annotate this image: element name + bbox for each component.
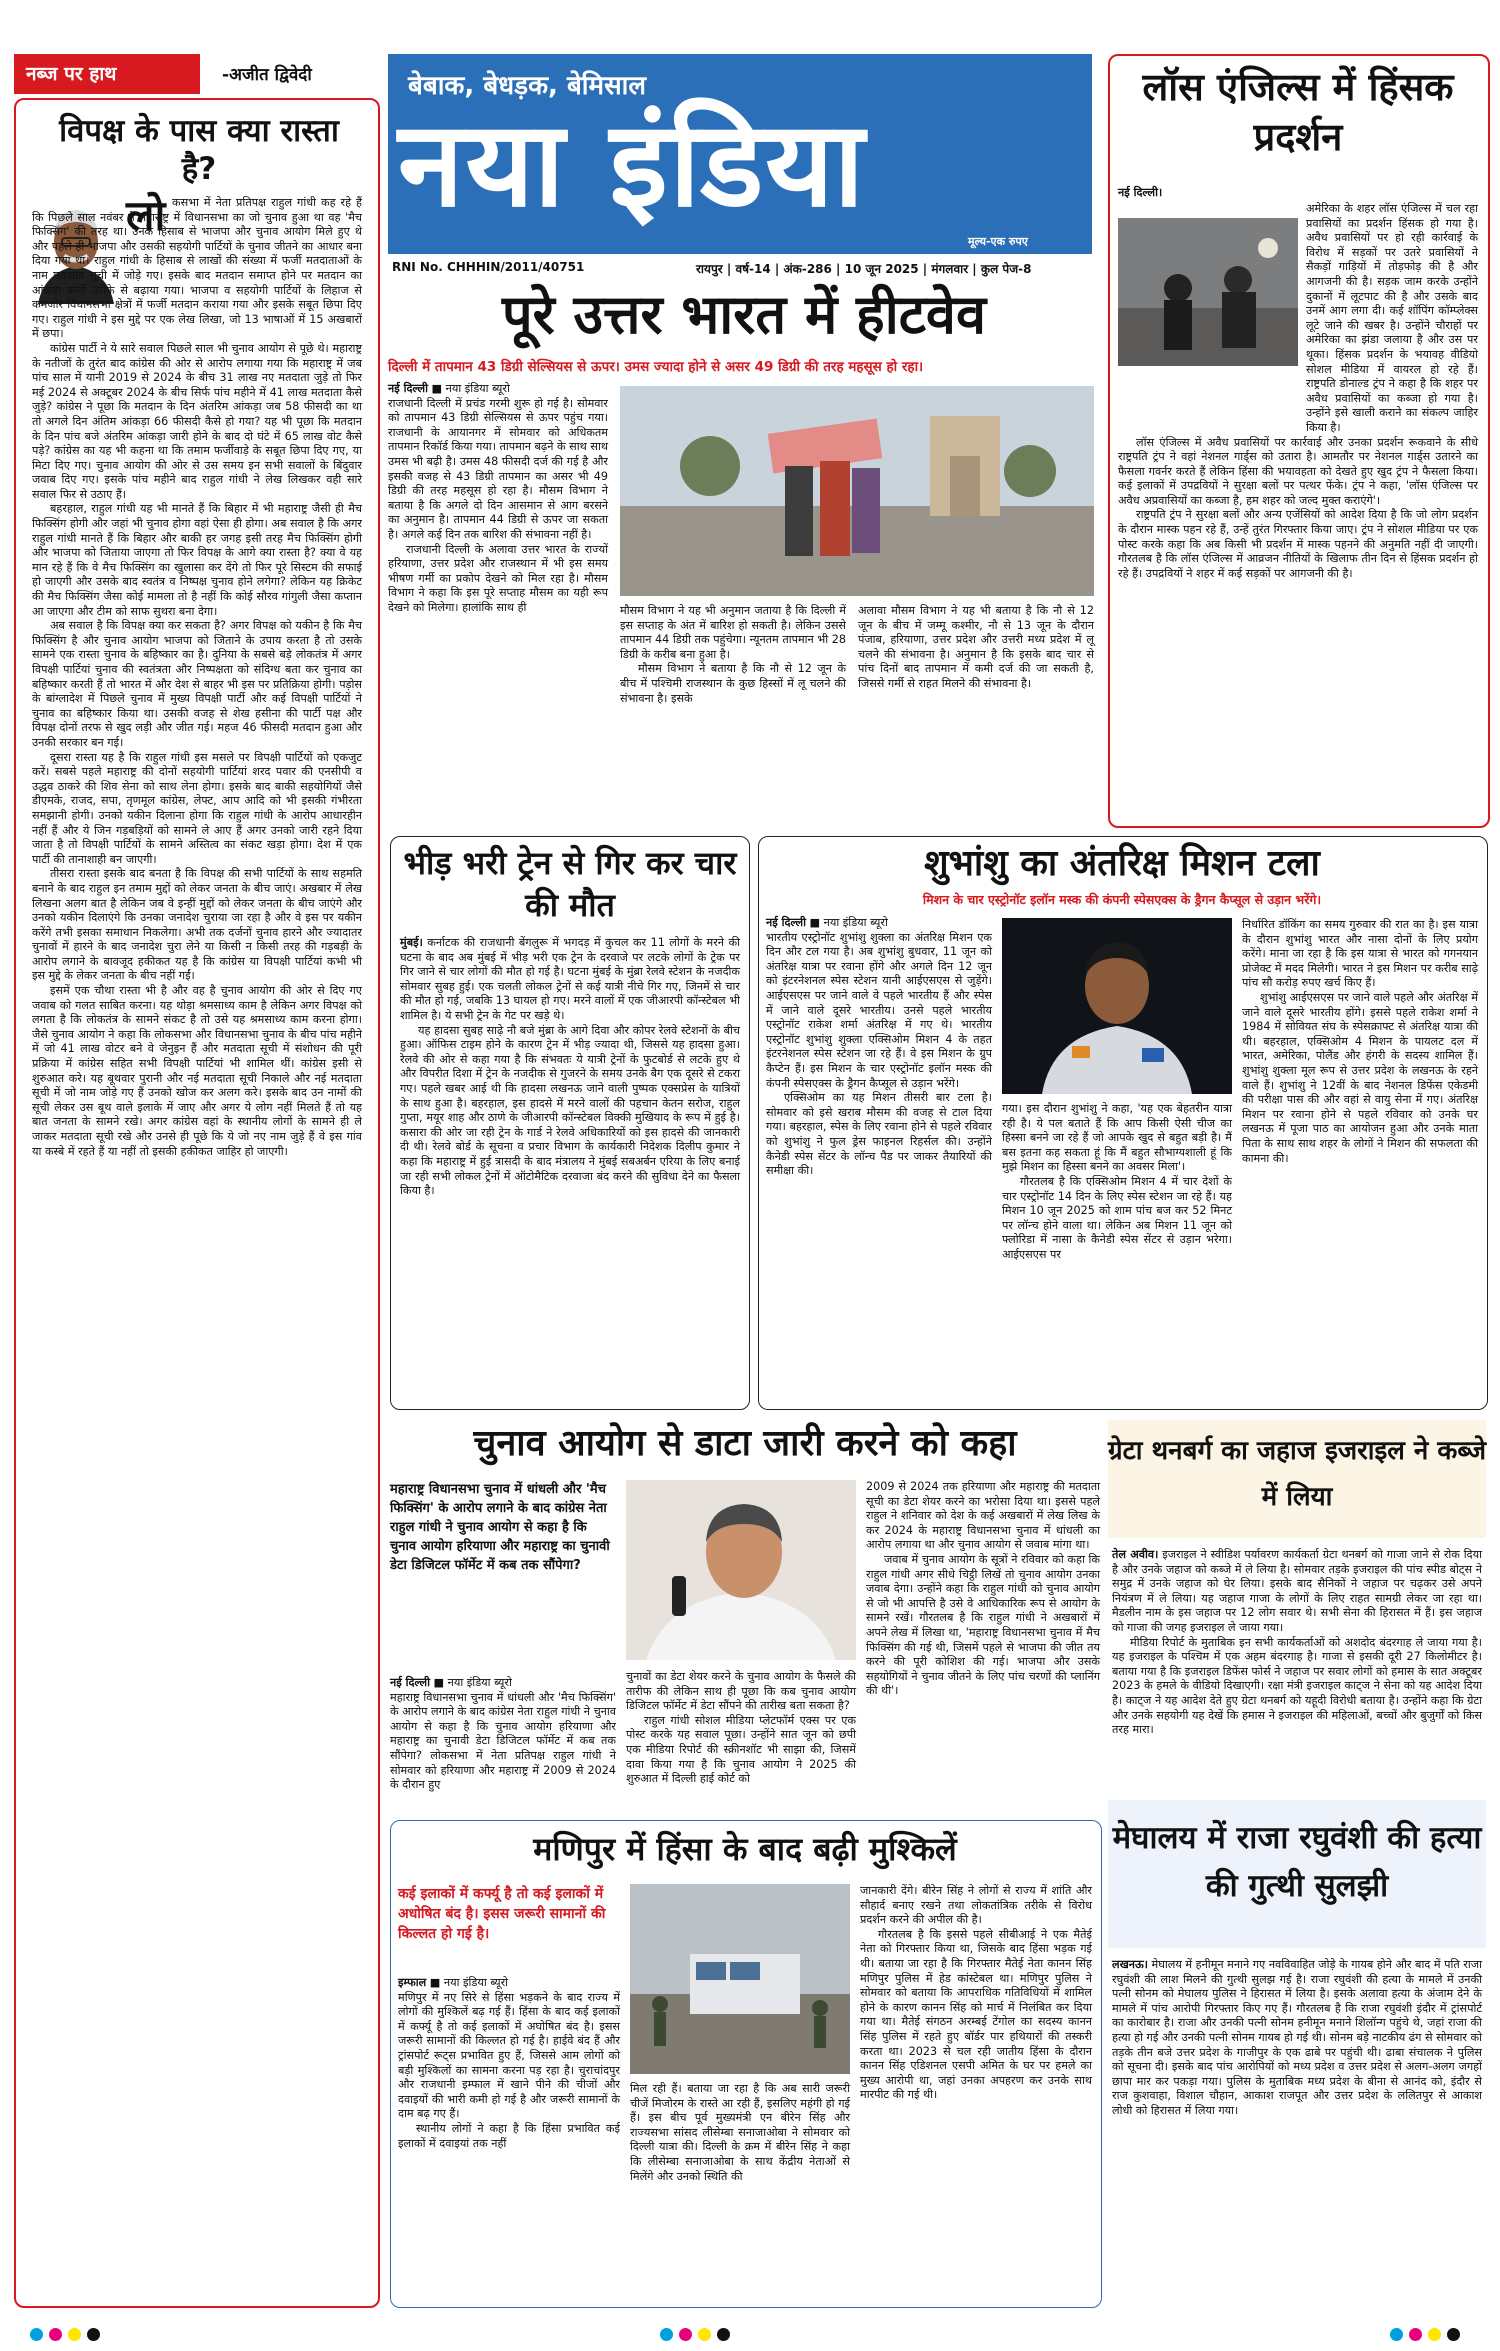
masthead-meta: रायपुर | वर्ष-14 | अंक-286 | 10 जून 2025 | मंगलवार | कुल पेज-8 xyxy=(696,262,1032,276)
manipur-col1: इम्फाल ■ नया इंडिया ब्यूरो मणिपुर में नए सिरे से हिंसा भड़कने के बाद राज्य में लोगों की मुश्किलें बढ़ गई हैं। हिंसा के बाद कई इलाकों में कर्फ्यू है तो कई इलाकों में अघोषित बंद है। इसस जरूरी सामानों की किल्लत हो गई है। हाईवे बंद हैं और ट्रांसपोर्ट रूट्स प्रभावित हुए हैं, जिससे आम लोगों को बड़ी मुश्किलों का सामना करना पड़ रहा है। चुराचांदपुर और राजधानी इम्फाल में खाने पीने की चीजों और दवाइयों की भारी कमी हो गई है और जरूरी सामानों के दाम बढ़ गए हैं। स्थानीय लोगों ने कहा है कि हिंसा प्रभावित कई इलाकों में दवाइयां तक नहीं xyxy=(398,1976,620,2150)
space-photo xyxy=(1002,918,1232,1094)
masthead-rni: RNI No. CHHHIN/2011/40751 xyxy=(392,260,585,274)
ec-p2: चुनावों का डेटा शेयर करने के चुनाव आयोग के फैसले की तारीफ की लेकिन साथ ही पूछा कि कब चुनाव आयोग डिजिटल फॉर्मेट में डेटा सौंपने की तारीख बता सकता है? xyxy=(626,1670,856,1713)
masthead-price: मूल्य-एक रुपए xyxy=(968,235,1028,248)
greta-text xyxy=(1112,1548,1482,1738)
heatwave-photo xyxy=(620,386,1094,596)
column-p6: तीसरा रास्ता इसके बाद बनता है कि विपक्ष की सभी पार्टियों के साथ सहमति बनाने के बाद राहुल इन तमाम मुद्दों को लेकर जनता के बीच जाएं। अखबार में लेख लिखना अलग बात है लेकिन जब वे इन्हीं मुद्दों को लेकर जनता के बीच जाएंगे और उनको यकीन दिलाएंगे कि उनका जनादेश चुराया जा रहा है और वे इस पर यकीन करेंगे तभी इसका समाधान निकलेगा। अभी तक दर्जनों चुनाव हारने और ज्यादातर चुनावों में हारने के बाद जनादेश चुरा लेने या किसी न किसी तरह की गड़बड़ी के आरोप लगाने के बावजूद हकीकत यह है कि कांग्रेस या विपक्षी पार्टियां कभी भी इस मुद्दे के लेकर जनता के बीच नहीं गईं। xyxy=(32,867,362,983)
manipur-p1: मणिपुर में नए सिरे से हिंसा भड़कने के बाद राज्य में लोगों की मुश्किलें बढ़ गई हैं। हिंसा के बाद कई इलाकों में कर्फ्यू है तो कई इलाकों में अघोषित बंद है। इसस जरूरी सामानों की किल्लत हो गई है। हाईवे बंद हैं और ट्रांसपोर्ट रूट्स प्रभावित हुए हैं, जिससे आम लोगों को बड़ी मुश्किलों का सामना करना पड़ रहा है। चुराचांदपुर और राजधानी इम्फाल में खाने पीने की चीजों और दवाइयों की भारी कमी हो गई है और जरूरी सामानों के दाम बढ़ गए हैं। xyxy=(398,1990,620,2121)
ec-story xyxy=(390,1420,1100,1800)
column-p5: दूसरा रास्ता यह है कि राहुल गांधी इस मसले पर विपक्षी पार्टियों को एकजुट करें। सबसे पहले महाराष्ट्र की दोनों सहयोगी पार्टियां शरद पवार की एनसीपी व उद्धव ठाकरे की शिव सेना को साथ लेना होगा। इसके बाद बाकी सहयोगियों जैसे डीएमके, राजद, सपा, तृणमूल कांग्रेस, लेफ्ट, आप आदि को भी इसकी गंभीरता समझानी होगी। उनको यकीन दिलाना होगा कि राहुल गांधी के आरोप आधारहीन नहीं हैं और ये जिन गड़बड़ियों को सामने ले आए हैं अगर उनको जारी रहने दिया जाता है तो विपक्षी पार्टियों के सामने अस्तित्व का संकट खड़ा होगा। देश में एक पार्टी की तानाशाही बन जाएगी। xyxy=(32,750,362,866)
registration-marks-left xyxy=(30,2326,106,2345)
heatwave-p1: राजधानी दिल्ली में प्रचंड गरमी शुरू हो गई है। सोमवार को तापमान 43 डिग्री सेल्सियस से ऊपर पहुंच गया। राजधानी के आयानगर में सोमवार को अधिकतम तापमान रिकॉर्ड किया गया। तापमान बढ़ने के साथ साथ उमस भी बढ़ी है। उमस 48 फीसदी दर्ज की गई है और इसकी वजह से 43 डिग्री तापमान का असर भी 49 डिग्री की तरह महसूस हो रहा है। मौसम विभाग ने बताया है कि अगले दो दिन आसमान से आग बरसने का अनुमान है। तापमान 44 डिग्री से ऊपर जा सकता है। अगले कई दिन तक बारिश की संभावना नहीं है। xyxy=(388,396,608,541)
la-p2: लॉस एंजिल्स में अवैध प्रवासियों पर कार्रवाई और उनका प्रदर्शन रूकवाने के सीधे राष्ट्रपति ट्रंप ने वहां नेशनल गार्ड्स को उतारा है। आमतौर पर नेशनल गार्ड्स उतारने का फैसला गवर्नर करते हैं लेकिन हिंसा की भयावहता को देखते हुए खुद ट्रंप ने फैसला किया। कई इलाकों में उपद्रवियों ने सुरक्षा बलों पर पत्थर फेंके। ट्रंप ने कहा, 'लॉस एंजिल्स पर अवैध अप्रवासियों का कब्जा है, हम शहर को जल्द मुक्त कराएंगे'। xyxy=(1118,435,1478,507)
ec-col1: नई दिल्ली ■ नया इंडिया ब्यूरो महाराष्ट्र विधानसभा चुनाव में धांधली और 'मैच फिक्सिंग' के आरोप लगाने के बाद कांग्रेस नेता राहुल गांधी ने चुनाव आयोग से कहा है कि चुनाव आयोग हरियाणा और महाराष्ट्र का चुनावी डेटा डिजिटल फॉर्मेट में कब तक सौंपेगा? लोकसभा में नेता प्रतिपक्ष राहुल गांधी ने सोमवार को हरियाणा और महाराष्ट्र में 2009 से 2024 के दौरान हुए xyxy=(390,1676,616,1792)
train-dateline: मुंबई। xyxy=(400,936,423,949)
heatwave-subtitle: दिल्ली में तापमान 43 डिग्री सेल्सियस से ऊपर। उमस ज्यादा होने से असर 49 डिग्री की तरह महसूस हो रहा। xyxy=(388,359,924,375)
column-body xyxy=(32,191,362,1159)
space-title: शुभांशु का अंतरिक्ष मिशन टला xyxy=(924,843,1320,884)
opinion-column xyxy=(14,54,380,2306)
la-lead xyxy=(1118,186,1478,201)
meghalaya-dateline: लखनऊ। xyxy=(1112,1958,1148,1971)
meghalaya-title: मेघालय में राजा रघुवंशी की हत्या की गुत्थी सुलझी xyxy=(1112,1820,1482,1904)
manipur-p5: गौरतलब है कि इससे पहले सीबीआई ने एक मैतेई नेता को गिरफ्तार किया था, जिसके बाद हिंसा भड़क गई थी। बताया जा रहा है कि गिरफ्तार मैतेई नेता कानन सिंह मणिपुर पुलिस में हेड कांस्टेबल था। मणिपुर पुलिस ने सोमवार को बताया कि आपराधिक गतिविधियों में शामिल होने के कारण कानन सिंह को मार्च में निलंबित कर दिया गया था। मैतेई संगठन अरम्बई टेंगोल का सदस्य कानन सिंह पुलिस में रहते हुए बॉर्डर पार हथियारों की तस्करी करता था। 2023 से चल रही जातीय हिंसा के दौरान कानन सिंह एडिशनल एसपी अमित के घर पर हमले का मुख्य आरोपी था, जहां उनका अपहरण कर उनके साथ मारपीट की गई थी। xyxy=(860,1927,1092,2102)
heatwave-col2 xyxy=(620,604,846,706)
heatwave-dateline: नई दिल्ली xyxy=(388,382,428,395)
heatwave-story xyxy=(388,280,1100,820)
manipur-p2: स्थानीय लोगों ने कहा है कि हिंसा प्रभावित कई इलाकों में दवाइयां तक नहीं xyxy=(398,2121,620,2150)
column-p4: अब सवाल है कि विपक्ष क्या कर सकता है? अगर विपक्ष को यकीन है कि मैच फिक्सिंग है और चुनाव आयोग भाजपा को जिताने के उपाय करता है तो उसके सामने एक रास्ता चुनाव के बहिष्कार का है। दुनिया के सबसे बड़े लोकतंत्र में अगर विपक्षी पार्टियां चुनाव की स्वतंत्रता और निष्पक्षता को संदिग्ध बता कर चुनाव का बहिष्कार करती हैं तो भारत में और देश से बाहर भी इस पर प्रतिक्रिया होगी। पड़ोस के बांग्लादेश में पिछले चुनाव में मुख्य विपक्षी पार्टी और कई विपक्षी पार्टियों ने चुनाव का बहिष्कार किया था। उसकी वजह से शेख हसीना की पार्टी पक्ष और विपक्ष दोनों तरफ से खुद लड़ी और जीत गई। महज 46 फीसदी मतदान हुआ और उनकी सरकार बन गई। xyxy=(32,619,362,749)
heatwave-p3: मौसम विभाग ने यह भी अनुमान जताया है कि दिल्ली में इस सप्ताह के अंत में बारिश हो सकती है। लेकिन उससे तापमान 44 डिग्री तक पहुंचेगा। न्यूनतम तापमान भी 28 डिग्री के करीब बना हुआ है। xyxy=(620,604,846,661)
la-title: लॉस एंजिल्स में हिंसक प्रदर्शन xyxy=(1142,65,1454,159)
heatwave-title: पूरे उत्तर भारत में हीटवेव xyxy=(502,283,986,346)
ec-dateline: नई दिल्ली xyxy=(390,1676,430,1689)
train-p1: कर्नाटक की राजधानी बेंगलुरू में भगदड़ में कुचल कर 11 लोगों के मरने की घटना के बाद अब मुंबई में भीड़ भरी एक ट्रेन के दरवाजे पर लटके लोगों के ट्रेक पर गिर जाने से चार लोगों की मौत हो गई है। घटना मुंबई के मुंब्रा रेलवे स्टेशन के नजदीक सोमवार सुबह हुई। एक चलती लोकल ट्रेनों से कई यात्री नीचे गिर गए, जिनमें से चार की मौत हो गई, जबकि 13 घायल हो गए। मरने वालों में एक जीआरपी कॉन्स्टेबल भी शामिल है। ये सभी ट्रेन के गेट पर खड़े थे। xyxy=(400,936,740,1022)
heatwave-p2: राजधानी दिल्ली के अलावा उत्तर भारत के राज्यों हरियाणा, उत्तर प्रदेश और राजस्थान में भी इस समय भीषण गर्मी का प्रकोप देखने को मिल रहा है। मौसम विभाग ने कहा कि इस पूरे सप्ताह मौसम का यही रूप देखने को मिलेगा। हालांकि साथ ही xyxy=(388,542,608,614)
ec-p3: राहुल गांधी सोशल मीडिया प्लेटफॉर्म एक्स पर एक पोस्ट करके यह सवाल पूछा। उन्होंने सात जून को छपी एक मीडिया रिपोर्ट की स्क्रीनशॉट भी साझा की, जिसमें दावा किया गया है कि चुनाव आयोग ने 2025 की शुरुआत में दिल्ली हाई कोर्ट को xyxy=(626,1713,856,1786)
ec-quote: महाराष्ट्र विधानसभा चुनाव में धांधली और 'मैच फिक्सिंग' के आरोप लगाने के बाद कांग्रेस नेता राहुल गांधी ने चुनाव आयोग से कहा है कि चुनाव आयोग हरियाणा और महाराष्ट्र का चुनावी डेटा डिजिटल फॉर्मेट में कब तक सौंपेगा? xyxy=(390,1482,610,1573)
meghalaya-story xyxy=(1108,1800,1486,2306)
space-p1: भारतीय एस्ट्रोनॉट शुभांशु शुक्ला का अंतरिक्ष मिशन एक दिन और टल गया है। अब शुभांशु बुधवार, 11 जून को अंतरिक्ष यात्रा पर रवाना होंगे और अगले दिन 12 जून को इंटरनेशनल स्पेस स्टेशन यानी आईएसएस से जुड़ेंगे। आईएसएस पर जाने वाले वे पहले भारतीय हैं और स्पेस में जाने वाले दूसरे भारतीय। उनसे पहले भारतीय एस्ट्रोनॉट राकेश शर्मा अंतरिक्ष में गए थे। भारतीय एस्ट्रोनॉट शुभांशु शुक्ला एक्सिओम मिशन 4 के तहत इंटरनेशनल स्पेस स्टेशन जा रहे हैं। वे इस मिशन के ग्रुप कैप्टेन हैं। इस मिशन के चार एस्ट्रोनॉट इलॉन मस्क की कंपनी स्पेसएक्स के ड्रैगन कैप्सूल से उड़ान भरेंगे। xyxy=(766,930,992,1090)
la-p3: राष्ट्रपति ट्रंप ने सुरक्षा बलों और अन्य एजेंसियों को आदेश दिया है कि जो लोग प्रदर्शन के दौरान मास्क पहन रहे हैं, उन्हें तुरंत गिरफ्तार किया जाए। ट्रंप ने सोशल मीडिया पर एक पोस्ट करके कहा कि अब किसी भी प्रदर्शन में मास्क पहनने की अनुमति नहीं दी जाएगी। गौरतलब है कि लॉस एंजिल्स में आव्रजन नीतियों के खिलाफ तीन दिन से हिंसक प्रदर्शन हो रहे हैं। उपद्रवियों ने शहर में कई सड़कों पर आगजनी की है। xyxy=(1118,508,1478,580)
meghalaya-text xyxy=(1112,1958,1482,2119)
greta-title: ग्रेटा थनबर्ग का जहाज इजराइल ने कब्जे में लिया xyxy=(1108,1436,1487,1512)
train-p2: यह हादसा सुबह साढ़े नौ बजे मुंब्रा के आगे दिवा और कोपर रेलवे स्टेशनों के बीच हुआ। ऑफिस टाइम होने के कारण ट्रेन में भीड़ ज्यादा थी, जिससे यह हादसा हुआ। रेलवे की ओर से कहा गया है कि संभवतः ये यात्री ट्रेनों के फुटबोर्ड से लटके हुए थे और विपरीत दिशा में ट्रेन के नजदीक से गुजरने के समय उनके बैग एक दूसरे से टकरा गए। पहले खबर आई थी कि हादसा लखनऊ जाने वाली पुष्पक एक्सप्रेस के यात्रियों के साथ हुआ है। बहरहाल, इस हादसे में मरने वालों की पहचान केतन सरोज, राहुल गुप्ता, मयूर शाह और ठाणे के जीआरपी कॉन्स्टेबल विक्की मुखियाद के रूप में हुई है। कसारा की ओर जा रही ट्रेन के गार्ड ने रेलवे अधिकारियों को इस हादसे की जानकारी दी थी। रेलवे बोर्ड के सूचना व प्रचार विभाग के कार्यकारी निदेशक दिलीप कुमार ने कहा कि महाराष्ट्र में हुई त्रासदी के बाद मंत्रालय ने मुंबई सबअर्बन एरिया के लिए बनाई जा रही सभी लोकल ट्रेनों में ऑटोमैटिक दरवाजा बंद करने की सुविधा देने का फैसला किया है। xyxy=(400,1023,740,1198)
ec-col3 xyxy=(866,1480,1100,1699)
masthead-title: नया इंडिया xyxy=(398,95,867,233)
heatwave-p4: मौसम विभाग ने बताया है कि नौ से 12 जून के बीच में पश्चिमी राजस्थान के कुछ हिस्सों में लू चलने की संभावना है। इसके xyxy=(620,662,846,705)
manipur-col3 xyxy=(860,1884,1092,2103)
greta-dateline: तेल अवीव। xyxy=(1112,1548,1159,1561)
column-p7: इसमें एक चौथा रास्ता भी है और वह है चुनाव आयोग की ओर से दिए गए जवाब को गलत साबित करना। यह थोड़ा श्रमसाध्य काम है लेकिन अगर विपक्ष को लगता है कि लोकतंत्र के सामने संकट है तो उसे यह श्रमसाध्य काम करना होगा। जैसे चुनाव आयोग ने कहा कि लोकसभा और विधानसभा चुनाव के बीच पांच महीने में जो 41 लाख वोटर बने वे जेनुइन हैं और मतदाता सूची में संशोधन की पूरी प्रक्रिया में कांग्रेस सहित सभी विपक्षी पार्टियां भी शामिल थीं। कांग्रेस इसी से शुरुआत करे। यह बूथवार पुरानी और नई मतदाता सूची निकाले और नई मतदाता सूची में जो नाम जोड़े गए हैं उनको खोज कर अलग करे। इसके बाद उन नामों की सूची लेकर उस बूथ वाले इलाके में जाए और अगर ये लोग नहीं मिलते हैं तो यह बात जनता के सामने रखे। अगर कांग्रेस वहां के स्थानीय लोगों के सामने ही ले जाकर मतदाता सूची रखे और उनसे ही पूछे कि ये जो नए नाम जुड़े हैं वे इस गांव या कस्बे में रहते हैं या नहीं तो इसकी हकीकत जाहिर हो जाएगी। xyxy=(32,984,362,1158)
space-col3 xyxy=(1242,918,1478,1166)
heatwave-col1: नई दिल्ली ■ नया इंडिया ब्यूरो राजधानी दिल्ली में प्रचंड गरमी शुरू हो गई है। सोमवार को तापमान 43 डिग्री सेल्सियस से ऊपर पहुंच गया। राजधानी के आयानगर में सोमवार को अधिकतम तापमान रिकॉर्ड किया गया। तापमान बढ़ने के साथ साथ उमस भी बढ़ी है। उमस 48 फीसदी दर्ज की गई है और इसकी वजह से 43 डिग्री तापमान का असर भी 49 डिग्री की तरह महसूस हो रहा है। मौसम विभाग ने बताया है कि अगले दो दिन आसमान से आग बरसने का अनुमान है। तापमान 44 डिग्री से ऊपर जा सकता है। अगले कई दिन तक बारिश की संभावना नहीं है। राजधानी दिल्ली के अलावा उत्तर भारत के राज्यों हरियाणा, उत्तर प्रदेश और राजस्थान में भी इस समय भीषण गर्मी का प्रकोप देखने को मिल रहा है। मौसम विभाग ने कहा कि इस पूरे सप्ताह मौसम का यही रूप देखने को मिलेगा। हालांकि साथ ही xyxy=(388,382,608,614)
space-p5: निर्धारित डॉकिंग का समय गुरुवार की रात का है। इस यात्रा के दौरान शुभांशु भारत और नासा दोनों के लिए प्रयोग करेंगे। माना जा रहा है कि इस यात्रा से भारत को गगनयान प्रोजेक्ट में मदद मिलेगी। भारत ने इस मिशन पर करीब साढ़े पांच सौ करोड़ रुपए खर्च किए हैं। xyxy=(1242,918,1478,990)
ec-p4: 2009 से 2024 तक हरियाणा और महाराष्ट्र की मतदाता सूची का डेटा शेयर करने का भरोसा दिया था। इससे पहले राहुल ने शनिवार को देश के कई अखबारों में लेख लिख के कर 2024 के महाराष्ट्र विधानसभा चुनाव में धांधली का आरोप लगाया था और चुनाव आयोग से जवाब मांगा था। xyxy=(866,1480,1100,1552)
registration-marks-right xyxy=(1390,2326,1466,2345)
manipur-quote: कई इलाकों में कर्फ्यू है तो कई इलाकों में अधोषित बंद है। इसस जरूरी सामानों की किल्लत हो गई है। xyxy=(398,1886,606,1942)
masthead-tagline: बेबाक, बेधड़क, बेमिसाल xyxy=(408,71,647,101)
heatwave-col3 xyxy=(858,604,1094,692)
la-dateline: नई दिल्ली। xyxy=(1118,186,1163,199)
space-p4: गौरतलब है कि एक्सिओम मिशन 4 में चार देशों के चार एस्ट्रोनॉट 14 दिन के लिए स्पेस स्टेशन जा रहे हैं। यह मिशन 10 जून 2025 को शाम पांच बज कर 52 मिनट पर लॉन्च होने वाला था। लेकिन अब मिशन 11 जून को फ्लोरिडा में नासा के कैनेडी स्पेस सेंटर से उड़ान भरेगा। आईएसएस पर xyxy=(1002,1174,1232,1261)
space-p2: एक्सिओम का यह मिशन तीसरी बार टला है। सोमवार को इसे खराब मौसम की वजह से टाल दिया गया। बहरहाल, स्पेस के लिए रवाना होने से पहले रविवार को शुभांशु ने फुल ड्रेस फाइनल रिहर्सल की। उन्होंने कैनेडी स्पेस सेंटर के लॉन्च पैड पर जाकर तैयारियों की समीक्षा की। xyxy=(766,1091,992,1178)
heatwave-byline: नया इंडिया ब्यूरो xyxy=(445,382,510,395)
la-p1: अमेरिका के शहर लॉस एंजिल्स में चल रहा प्रवासियों का प्रदर्शन हिंसक हो गया है। अवैध प्रवासियों पर हो रही कार्रवाई के विरोध में सड़कों पर उतरे प्रवासियों ने सैकड़ों गाड़ियों में तोड़फोड़ की है और आगजनी की है। सड़क जाम करके उन्होंने दुकानों में लूटपाट की है और उसके बाद उनमें आग लगा दी। कई शॉपिंग कॉम्प्लेक्स लूटे जाने की खबर है। उन्होंने चौराहों पर अमेरिका का झंडा जलाया है और उस पर थूका। हिंसक प्रदर्शन के भयावह वीडियो सोशल मीडिया में वायरल हो रहे हैं। राष्ट्रपति डोनाल्ड ट्रंप ने कहा है कि शहर पर अवैध प्रवासियों का कब्जा हो गया है। उन्होंने इसे खाली कराने का संकल्प जाहिर किया है। xyxy=(1306,202,1478,434)
space-dateline: नई दिल्ली xyxy=(766,916,806,929)
ec-col2 xyxy=(626,1670,856,1787)
column-title: विपक्ष के पास क्या रास्ता है? xyxy=(59,113,339,187)
train-title: भीड़ भरी ट्रेन से गिर कर चार की मौत xyxy=(403,844,737,924)
space-p6: शुभांशु आईएसएस पर जाने वाले पहले और अंतरिक्ष में जाने वाले दूसरे भारतीय होंगे। इससे पहले राकेश शर्मा ने 1984 में सोवियत संघ के स्पेसक्राफ्ट से अंतरिक्ष यात्रा की थी। बहरहाल, एक्सिओम 4 मिशन के पायलट दल में भारत, अमेरिका, पोलैंड और हंगरी के सदस्य शामिल हैं। शुभांशु शुक्ला मूल रूप से उत्तर प्रदेश के लखनऊ के रहने वाले हैं। शुभांशु ने 12वीं के बाद नेशनल डिफेंस एकेडमी की परीक्षा पास की और वहां से वायु सेना में गए। अंतरिक्ष मिशन पर रवाना होने से पहले रविवार को उनके घर लखनऊ में पूजा पाठ का आयोजन हुआ और उनके माता पिता के साथ साथ शहर के लोगों ने मिशन की सफलता की कामना की। xyxy=(1242,990,1478,1165)
space-byline: नया इंडिया ब्यूरो xyxy=(823,916,888,929)
manipur-title: मणिपुर में हिंसा के बाद बढ़ी मुश्किलें xyxy=(533,1830,957,1868)
manipur-dateline: इम्फाल xyxy=(398,1976,427,1989)
manipur-photo xyxy=(630,1884,850,2074)
train-text xyxy=(400,936,740,1199)
space-subtitle: मिशन के चार एस्ट्रोनॉट इलॉन मस्क की कंपनी स्पेसएक्स के ड्रैगन कैप्सूल से उड़ान भरेंगे। xyxy=(922,892,1322,907)
space-p3: गया। इस दौरान शुभांशु ने कहा, 'यह एक बेहतरीन यात्रा रही है। ये पल बताते हैं कि आप किसी ऐसी चीज का हिस्सा बनने जा रहे हैं जो आपके खुद से बहुत बड़ी है। मैं बस इतना कह सकता हूं कि मैं बहुत सौभाग्यशाली हूं कि मुझे मिशन का हिस्सा बनने का अवसर मिला'। xyxy=(1002,1102,1232,1174)
manipur-byline: नया इंडिया ब्यूरो xyxy=(443,1976,509,1989)
space-col2 xyxy=(1002,1102,1232,1263)
column-badge-text: नब्ज पर हाथ xyxy=(26,63,117,85)
column-author: -अजीत द्विवेदी xyxy=(222,65,312,85)
greta-p1: इजराइल ने स्वीडिश पर्यावरण कार्यकर्ता ग्रेटा थनबर्ग को गाजा जाने से रोक दिया है और उनके जहाज को कब्जे में ले लिया है। सोमवार तड़के इजराइल की पांच स्पीड बोट्स ने समुद्र में उनके जहाज को घेर लिया। इसके बाद सैनिकों ने जहाज पर चढ़कर उसे अपने नियंत्रण में ले लिया। यह जहाज गाजा के लोगों के लिए राहत सामग्री लेकर जा रहा था। मैडलीन नाम के इस जहाज पर 12 लोग सवार थे। सभी सेना की हिरासत में हैं। इस जहाज को गाजा की जगह इजराइल ले जाया गया। xyxy=(1112,1548,1483,1634)
ec-byline: नया इंडिया ब्यूरो xyxy=(447,1676,512,1689)
greta-p2: मीडिया रिपोर्ट के मुताबिक इन सभी कार्यकर्ताओं को अशदोद बंदरगाह ले जाया गया है। यह इजराइल के पश्चिम में एक अहम बंदरगाह है। गाजा से इसकी दूरी 27 किलोमीटर है। बताया गया है कि इजराइल डिफेंस फोर्स ने जहाज पर सवार लोगों को हमास के सात अक्टूबर 2023 के हमले के वीडियो दिखाएगी। रक्षा मंत्री इजराइल काट्ज ने सेना को यह आदेश दिया है। काट्ज ने यह आदेश देते हुए ग्रेटा थनबर्ग को यहूदी विरोधी बताया है। उन्होंने कहा कि ग्रेटा और उनके सहयोगी यह देखें कि हमास ने इजराइल की महिलाओं, बच्चों और बुजुर्गों को किस तरह मारा। xyxy=(1112,1635,1482,1737)
manipur-p4: जानकारी देंगे। बीरेन सिंह ने लोगों से राज्य में शांति और सौहार्द बनाए रखने तथा लोकतांत्रिक तरीके से विरोध प्रदर्शन करने की अपील की है। xyxy=(860,1884,1092,1927)
manipur-p3: मिल रही हैं। बताया जा रहा है कि अब सारी जरूरी चीजें मिजोरम के रास्ते आ रही हैं, इसलिए महंगी हो गई हैं। इस बीच पूर्व मुख्यमंत्री एन बीरेन सिंह और राज्यसभा सांसद लीसेम्बा सनाजाओबा ने सोमवार को दिल्ली यात्रा की। दिल्ली के क्रम में बीरेन सिंह ने कहा कि लीसेम्बा सनाजाओबा के साथ केंद्रीय नेताओं से मिलेंगे और उनको स्थिति की xyxy=(630,2082,850,2183)
meghalaya-p1: मेघालय में हनीमून मनाने गए नवविवाहित जोड़े के गायब होने और बाद में पति राजा रघुवंशी की लाश मिलने की गुत्थी सुलझ गई है। राजा रघुवंशी की हत्या के मामले में उनकी पत्नी सोनम को मेघालय पुलिस ने हिरासत में लिया है। इसके अलावा हत्या के अंजाम देने के मामले में पांच आरोपी गिरफ्तार किए गए हैं। गौरतलब है कि राजा रघुवंशी इंदौर में ट्रांसपोर्ट का कारोबार है। राजा और उनकी पत्नी सोनम हनीमून मनाने शिलॉन्ग पहुंचे थे, जहां राजा की हत्या हो गई और उनकी पत्नी सोनम गायब हो गई थी। सोनम बड़े नाटकीय ढंग से सोमवार को तड़के तीन बजे उत्तर प्रदेश के गाजीपुर के एक ढाबे पर पहुंची थी। ढाबा संचालक ने पुलिस को सूचना दी। इसके बाद पांच आरोपियों को मध्य प्रदेश व उत्तर प्रदेश से अलग-अलग जगहों छापा मार कर पकड़ा गया। पुलिस के मुताबिक मध्य प्रदेश के बीना से आनंद को, इंदौर से राज कुशवाहा, विशाल चौहान, आकाश राजपूत और उत्तर प्रदेश के ललितपुर से आकाश लोधी को हिरासत में लिया गया। xyxy=(1112,1958,1482,2117)
column-p3: बहरहाल, राहुल गांधी यह भी मानते हैं कि बिहार में भी महाराष्ट्र जैसी ही मैच फिक्सिंग होगी और जहां भी चुनाव होगा वहां ऐसा ही होगा। अब सवाल है कि अगर राहुल गांधी मानते हैं कि बिहार और बाकी हर जगह इसी तरह मैच फिक्सिंग होगी और भाजपा को जिताया जाएगा तो फिर विपक्ष के आगे क्या रास्ता है? क्या वे यह मान रहे हैं कि वे मैच फिक्सिंग का खुलासा कर देंगे तो फिर पूरे सिस्टम की सफाई हो जाएगी और उसके बाद स्वतंत्र व निष्पक्ष चुनाव होने लगेगा? लेकिन यह क्रिकेट की मैच फिक्सिंग जैसा कोई मामला तो है नहीं कि कोई सौरव गांगुली जैसा कप्तान आ जाएगा और टीम को साफ सुथरा बना देगा। xyxy=(32,502,362,618)
ec-p5: जवाब में चुनाव आयोग के सूत्रों ने रविवार को कहा कि राहुल गांधी अगर सीधे चिट्ठी लिखें तो चुनाव आयोग उनका जवाब देगा। उन्होंने कहा कि राहुल गांधी को चुनाव आयोग से जो भी आपत्ति है उसे वे आधिकारिक रूप से आयोग के सामने रखें। गौरतलब है कि राहुल गांधी ने अखबारों में अपने लेख में लिखा था, 'महाराष्ट्र विधानसभा चुनाव में मैच फिक्सिंग की गई थी, जिसमें पहले से भाजपा की जीत तय करने की पूरी कोशिश की गई। भाजपा और उसके सहयोगियों ने चुनाव जीतने के लिए पांच चरणों की प्लानिंग की थी'। xyxy=(866,1552,1100,1698)
ec-photo xyxy=(626,1480,856,1660)
greta-story xyxy=(1108,1420,1486,1780)
registration-marks-center xyxy=(660,2326,736,2345)
column-p1: कसभा में नेता प्रतिपक्ष राहुल गांधी कह रहे हैं कि पिछले साल नवंबर में महाराष्ट्र में विधानसभा का जो चुनाव हुआ था वह 'मैच फिक्सिंग' की तरह था। उनके हिसाब से भाजपा और चुनाव आयोग मिले हुए थे और पहले ही भाजपा और उसकी सहयोगी पार्टियों के चुनाव जीतने का आधार बना दिया गया था। राहुल गांधी के हिसाब से लाखों की संख्या में फर्जी मतदाताओं के नाम मतदाता सूची में जोड़े गए। इसके बाद मतदान समाप्त होने पर मतदान का आंकड़ा फर्जी तरीके से बढ़ाया गया। भाजपा व सहयोगी पार्टियों के लिहाज से कमजोर विधानसभा क्षेत्रों में फर्जी मतदान कराया गया और इसके सबूत छिपा दिए गए। राहुल गांधी ने इस मुद्दे पर एक लेख लिखा, जो 13 भाषाओं में 15 अखबारों में छपा। xyxy=(32,196,362,341)
masthead xyxy=(388,54,1092,276)
manipur-col2 xyxy=(630,2082,850,2184)
drop-cap: लो xyxy=(126,191,166,240)
la-text xyxy=(1118,202,1478,581)
column-p2: कांग्रेस पार्टी ने ये सारे सवाल पिछले साल भी चुनाव आयोग से पूछे थे। महाराष्ट्र के नतीजों के तुरंत बाद कांग्रेस की ओर से आरोप लगाया गया कि महाराष्ट्र में जब पांच साल में यानी 2019 से 2024 के बीच 31 लाख नए मतदाता जुड़े तो फिर मई 2024 से अक्टूबर 2024 के बीच सिर्फ पांच महीने में 41 लाख मतदाता कैसे जुड़े? कांग्रेस ने पूछा कि मतदान के दिन अंतरिम आंकड़ा जब 58 फीसदी का था तो अगले दिन अंतिम आंकड़ा 66 फीसदी कैसे हो गया? यह भी पूछा कि मतदान के दिन पांच बजे अंतरिम आंकड़ा जारी होने के बाद दो घंटे में 65 लाख वोट कैसे पड़े? कांग्रेस का यह भी कहना था कि तमाम फर्जीवाड़े के सबूत छिपा दिए गए, या मिटा दिए गए। चुनाव आयोग की ओर से उस समय इन सभी सवालों के बिंदुवार जवाब दिए गए। इसके पांच महीने बाद राहुल गांधी ने लेख लिखकर वही सारे सवाल फिर से उठाए हैं। xyxy=(32,341,362,501)
heatwave-p5: अलावा मौसम विभाग ने यह भी बताया है कि नौ से 12 जून के बीच में जम्मू कश्मीर, नौ से 13 जून के दौरान पंजाब, हरियाणा, उत्तर प्रदेश और उत्तरी मध्य प्रदेश में लू चलने की संभावना है। अनुमान है कि इसके बाद चार से पांच दिनों बाद तापमान में कमी दर्ज की जा सकती है, जिससे गर्मी से राहत मिलने की संभावना है। xyxy=(858,604,1094,690)
ec-p1: महाराष्ट्र विधानसभा चुनाव में धांधली और 'मैच फिक्सिंग' के आरोप लगाने के बाद कांग्रेस नेता राहुल गांधी ने चुनाव आयोग से कहा है कि चुनाव आयोग हरियाणा और महाराष्ट्र का चुनावी डेटा डिजिटल फॉर्मेट में कब तक सौंपेगा? लोकसभा में नेता प्रतिपक्ष राहुल गांधी ने सोमवार को हरियाणा और महाराष्ट्र में 2009 से 2024 के दौरान हुए xyxy=(390,1690,616,1792)
space-col1: नई दिल्ली ■ नया इंडिया ब्यूरो भारतीय एस्ट्रोनॉट शुभांशु शुक्ला का अंतरिक्ष मिशन एक दिन और टल गया है। अब शुभांशु बुधवार, 11 जून को अंतरिक्ष यात्रा पर रवाना होंगे और अगले दिन 12 जून को इंटरनेशनल स्पेस स्टेशन यानी आईएसएस से जुड़ेंगे। आईएसएस पर जाने वाले वे पहले भारतीय हैं और स्पेस में जाने वाले दूसरे भारतीय। उनसे पहले भारतीय एस्ट्रोनॉट राकेश शर्मा अंतरिक्ष में गए थे। भारतीय एस्ट्रोनॉट शुभांशु शुक्ला एक्सिओम मिशन 4 के तहत इंटरनेशनल स्पेस स्टेशन जा रहे हैं। वे इस मिशन के ग्रुप कैप्टेन हैं। इस मिशन के चार एस्ट्रोनॉट इलॉन मस्क की कंपनी स्पेसएक्स के ड्रैगन कैप्सूल से उड़ान भरेंगे। एक्सिओम का यह मिशन तीसरी बार टला है। सोमवार को इसे खराब मौसम की वजह से टाल दिया गया। बहरहाल, स्पेस के लिए रवाना होने से पहले रविवार को शुभांशु ने फुल ड्रेस फाइनल रिहर्सल की। उन्होंने कैनेडी स्पेस सेंटर के लॉन्च पैड पर जाकर तैयारियों की समीक्षा की। xyxy=(766,916,992,1178)
ec-title: चुनाव आयोग से डाटा जारी करने को कहा xyxy=(473,1423,1017,1464)
